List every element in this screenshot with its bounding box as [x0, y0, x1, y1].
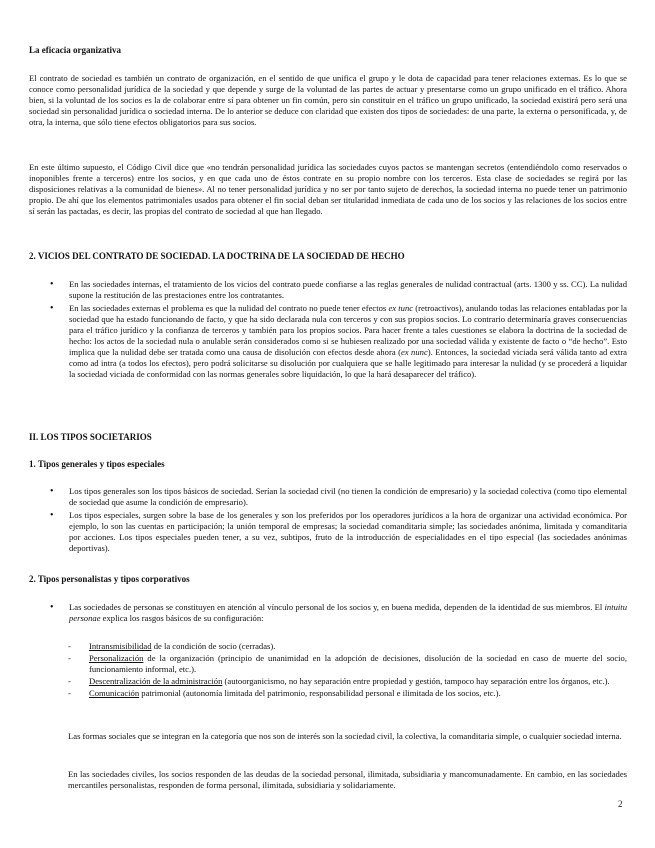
- bullet-icon: •: [50, 303, 54, 314]
- bullet-text-b: (retroactivos), anulando todas las relaciones entabladas por la sociedad que ha estado funcionando de facto, y que ha sido declarada nula con terceros y con sus propios socios. Lo contrario determinaría graves consecuencias para el tráfico jurídico y la confianza de terceros y también para los propios socios. Para hacer frente a tales cuestiones se elabora la doctrina de la sociedad de hecho: los actos de la sociedad nula o anulable serán considerados como si se hubiesen realizado por una sociedad válida y existente de facto o “de hecho”. Esto implica que la nulidad debe ser tratada como una causa de disolución con efectos desde ahora (: [69, 303, 627, 357]
- latin-term: intuitu personae: [69, 602, 627, 623]
- heading-eficacia: La eficacia organizativa: [29, 45, 121, 55]
- bullet-icon: •: [50, 510, 54, 521]
- page-number: 2: [618, 799, 623, 809]
- bullet-icon: •: [50, 279, 54, 290]
- heading-tipos-generales: 1. Tipos generales y tipos especiales: [29, 459, 165, 469]
- list-item: [29, 303, 627, 380]
- bullet-icon: •: [50, 602, 54, 613]
- paragraph-responsabilidad: En las sociedades civiles, los socios responden de las deudas de la sociedad personal, ilimitada, subsidiaria y mancomunadamente. En cambio, en las sociedades mercantiles personalistas, responden de forma personal, ilimitada, subsidiaria y solidariamente.: [68, 769, 627, 790]
- bullet-text-c: ). Entonces, la sociedad viciada será válida tanto ad extra como ad intra (a todos los efectos), pero podrá solicitarse su disolución por cualquiera que se halle legitimado para interesar la nulidad (y se procederá a liquidar la sociedad viciada de conformidad con las normas generales sobre liquidación, lo que la hará desaparecer del tráfico).: [69, 347, 627, 379]
- term: Personalización: [89, 653, 144, 663]
- paragraph-eficacia-1: El contrato de sociedad es también un contrato de organización, en el sentido de que unifica el grupo y le dota de capacidad para tener relaciones externas. Es lo que se conoce como personalidad jurídica de la sociedad y que depende y surge de la voluntad de las partes de actuar y presentarse como un grupo unificado en el tráfico. Ahora bien, si la voluntad de los socios es la de colaborar entre sí para obtener un fin común, pero sin constituir en el tráfico un grupo unificado, la sociedad existirá pero será una sociedad sin personalidad jurídica o sociedad interna. De lo anterior se deduce con claridad que existen dos tipos de sociedades: de una parte, la externa o personificada, y, de otra, la interna, que sólo tiene efectos obligatorios para sus socios.: [29, 73, 627, 127]
- latin-term: ex tunc: [388, 303, 414, 313]
- bullet-text: Los tipos especiales, surgen sobre la base de los generales y son los preferidos por los operadores jurídicos a la hora de organizar una actividad económica. Por ejemplo, lo son las cuentas en participación; la unión temporal de empresas; la sociedad comanditaria simple; las sociedades anónima, limitada y comanditaria por acciones. Los tipos especiales pueden tener, a su vez, subtipos, fruto de la introducción de especialidades en el tipo especial (las sociedades anónimas deportivas).: [69, 510, 627, 553]
- list-item: [29, 486, 627, 508]
- bullet-icon: •: [50, 486, 54, 497]
- list-item: [68, 641, 627, 652]
- bullet-text-b: explica los rasgos básicos de su configuración:: [100, 613, 264, 623]
- dash-marker: -: [68, 641, 71, 651]
- list-tipos-generales: [29, 486, 627, 556]
- list-item: [29, 510, 627, 554]
- list-rasgos: [68, 641, 627, 700]
- bullet-text: Los tipos generales son los tipos básicos de sociedad. Serían la sociedad civil (no tienen la condición de empresario) y la sociedad colectiva (como tipo elemental de sociedad que asume la condición de empresario).: [69, 486, 627, 507]
- list-tipos-personalistas: [29, 602, 627, 626]
- latin-term: ex nunc: [400, 347, 428, 357]
- term-desc: de la organización (principio de unanimidad en la adopción de decisiones, disolución de la sociedad en caso de muerte del socio, funcionamiento informal, etc.).: [89, 653, 627, 674]
- term-desc: patrimonial (autonomía limitada del patrimonio, responsabilidad personal e ilimitada de los socios, etc.).: [139, 688, 501, 698]
- heading-vicios: 2. VICIOS DEL CONTRATO DE SOCIEDAD. LA DOCTRINA DE LA SOCIEDAD DE HECHO: [29, 251, 405, 261]
- list-item: [29, 279, 627, 301]
- list-vicios: [29, 279, 627, 382]
- paragraph-formas-sociales: Las formas sociales que se integran en la categoría que nos son de interés son la sociedad civil, la colectiva, la comanditaria simple, o cualquier sociedad interna.: [68, 731, 622, 741]
- list-item: [68, 688, 627, 699]
- list-item: [29, 602, 627, 624]
- dash-marker: -: [68, 676, 71, 686]
- bullet-text: En las sociedades internas, el tratamiento de los vicios del contrato puede confiarse a las reglas generales de nulidad contractual (arts. 1300 y ss. CC). La nulidad supone la restitución de las prestaciones entre los contratantes.: [69, 279, 627, 300]
- dash-marker: -: [68, 688, 71, 698]
- heading-tipos: II. LOS TIPOS SOCIETARIOS: [29, 432, 152, 442]
- term: Intransmisibilidad: [89, 641, 152, 651]
- bullet-text-a: En las sociedades externas el problema es que la nulidad del contrato no puede tener efectos: [69, 303, 389, 313]
- term: Descentralización de la administración: [89, 676, 223, 686]
- term-desc: de la condición de socio (cerradas).: [151, 641, 276, 651]
- bullet-text-a: Las sociedades de personas se constituyen en atención al vínculo personal de los socios y, en buena medida, dependen de la identidad de sus miembros. El: [69, 602, 605, 612]
- term-desc: (autoorganicismo, no hay separación entre propiedad y gestión, tampoco hay separación entre los órganos, etc.).: [222, 676, 610, 686]
- heading-tipos-personalistas: 2. Tipos personalistas y tipos corporativos: [29, 574, 190, 584]
- term: Comunicación: [89, 688, 140, 698]
- list-item: [68, 653, 627, 675]
- paragraph-eficacia-2: En este último supuesto, el Código Civil dice que «no tendrán personalidad jurídica las sociedades cuyos pactos se mantengan secretos (entendiéndolo como reservados o inoponibles frente a terceros) entre los socios, y en que cada uno de éstos contrate en su propio nombre con los terceros. Esta clase de sociedades se regirá por las disposiciones relativas a la comunidad de bienes». Al no tener personalidad jurídica y no ser por tanto sujeto de derechos, la sociedad interna no puede tener un patrimonio propio. De ahí que los elementos patrimoniales usados para obtener el fin social deban ser titularidad inmediata de cada uno de los socios y las relaciones de los socios entre sí serán las pactadas, es decir, las propias del contrato de sociedad al que han llegado.: [29, 162, 627, 216]
- list-item: [68, 676, 627, 687]
- dash-marker: -: [68, 653, 71, 663]
